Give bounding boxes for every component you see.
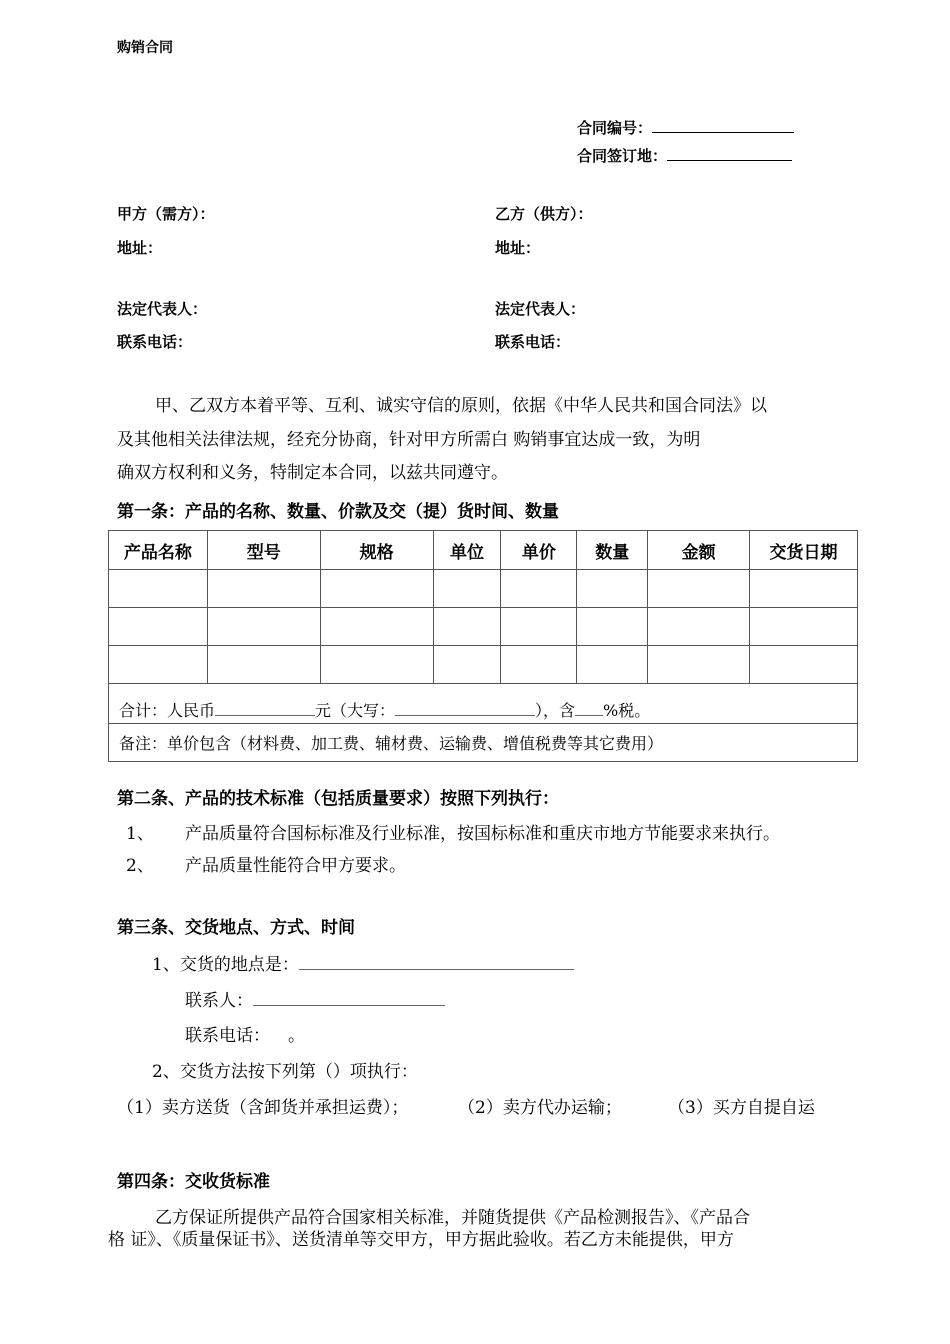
col-header-unit: 单位 — [433, 531, 501, 570]
table-cell[interactable] — [320, 570, 433, 608]
table-cell[interactable] — [433, 570, 501, 608]
table-cell[interactable] — [648, 570, 750, 608]
party-b-title: 乙方（供方）： — [495, 205, 593, 223]
table-cell[interactable] — [207, 570, 320, 608]
table-cell[interactable] — [750, 608, 858, 646]
table-cell[interactable] — [750, 646, 858, 684]
col-header-amount: 金额 — [648, 531, 750, 570]
table-cell[interactable] — [320, 646, 433, 684]
table-cell[interactable] — [501, 608, 577, 646]
col-header-unit-price: 单价 — [501, 531, 577, 570]
table-cell[interactable] — [433, 646, 501, 684]
preamble-line-1: 甲、乙双方本着平等、互利、诚实守信的原则，依据《中华人民共和国合同法》以 — [155, 396, 767, 416]
contract-place-blank[interactable] — [667, 146, 792, 161]
delivery-method-label: 2、交货方法按下列第（）项执行： — [152, 1062, 418, 1082]
article-2-heading: 第二条、产品的技术标准（包括质量要求）按照下列执行： — [117, 789, 559, 809]
table-cell[interactable] — [648, 608, 750, 646]
party-b-address: 地址： — [495, 239, 541, 257]
article-2-item-2-number: 2、 — [126, 856, 154, 876]
delivery-phone-row — [185, 1021, 305, 1046]
article-2-item-1-text: 产品质量符合国标标准及行业标准，按国标标准和重庆市地方节能要求来执行。 — [185, 824, 780, 844]
table-row — [109, 570, 858, 608]
delivery-option-3: （3）买方自提自运 — [668, 1098, 815, 1118]
col-header-quantity: 数量 — [577, 531, 648, 570]
table-row — [109, 608, 858, 646]
table-cell[interactable] — [207, 646, 320, 684]
delivery-contact-blank[interactable] — [253, 991, 445, 1006]
delivery-place-label: 1、交货的地点是： — [152, 955, 299, 975]
table-cell[interactable] — [577, 646, 648, 684]
total-uppercase-blank[interactable] — [395, 701, 535, 716]
col-header-product-name: 产品名称 — [109, 531, 208, 570]
col-header-spec: 规格 — [320, 531, 433, 570]
table-cell[interactable] — [207, 608, 320, 646]
delivery-place-row — [152, 950, 574, 975]
party-a-representative: 法定代表人： — [117, 300, 208, 318]
table-cell[interactable] — [109, 570, 208, 608]
table-cell[interactable] — [433, 608, 501, 646]
delivery-place-blank[interactable] — [299, 955, 574, 970]
contract-number-label: 合同编号： — [577, 119, 653, 137]
table-cell[interactable] — [109, 608, 208, 646]
table-cell[interactable] — [109, 646, 208, 684]
table-cell[interactable] — [577, 608, 648, 646]
total-amount-blank[interactable] — [215, 701, 315, 716]
party-a-title: 甲方（需方）： — [117, 205, 215, 223]
document-header-title: 购销合同 — [117, 40, 173, 56]
table-note-row — [109, 724, 858, 762]
contract-number-row — [577, 117, 794, 138]
tax-label: %税。 — [603, 701, 651, 720]
tax-rate-blank[interactable] — [575, 701, 603, 716]
table-cell[interactable] — [501, 646, 577, 684]
col-header-delivery-date: 交货日期 — [750, 531, 858, 570]
article-4-line-2: 格 证》、《质量保证书》、送货清单等交甲方，甲方据此验收。若乙方未能提供，甲方 — [108, 1230, 734, 1250]
table-cell[interactable] — [501, 570, 577, 608]
article-4-line-1: 乙方保证所提供产品符合国家相关标准，并随货提供《产品检测报告》、《产品合 — [155, 1208, 750, 1228]
article-4-heading: 第四条：交收货标准 — [117, 1172, 270, 1192]
party-a-phone: 联系电话： — [117, 333, 193, 351]
delivery-phone-label: 联系电话： — [185, 1026, 270, 1046]
table-row — [109, 646, 858, 684]
table-cell[interactable] — [577, 570, 648, 608]
total-yuan-label: 元（大写： — [315, 701, 396, 720]
delivery-contact-row — [185, 986, 445, 1011]
col-header-model: 型号 — [207, 531, 320, 570]
delivery-phone-dot: 。 — [288, 1026, 305, 1046]
party-b-representative: 法定代表人： — [495, 300, 586, 318]
delivery-contact-label: 联系人： — [185, 991, 253, 1011]
article-2-item-2-text: 产品质量性能符合甲方要求。 — [185, 856, 406, 876]
product-table — [108, 530, 858, 762]
article-1-heading: 第一条：产品的名称、数量、价款及交（提）货时间、数量 — [117, 502, 559, 522]
table-total-cell — [109, 684, 858, 724]
table-cell[interactable] — [750, 570, 858, 608]
table-cell[interactable] — [320, 608, 433, 646]
table-note-cell: 备注：单价包含（材料费、加工费、辅材费、运输费、增值税费等其它费用） — [109, 724, 858, 762]
delivery-option-1: （1）卖方送货（含卸货并承担运费）； — [117, 1098, 409, 1118]
preamble-line-2: 及其他相关法律法规，经充分协商，针对甲方所需白 购销事宜达成一致，为明 — [117, 430, 701, 450]
party-a-address: 地址： — [117, 239, 163, 257]
total-close-label: ），含 — [535, 701, 576, 720]
article-2-item-1-number: 1、 — [126, 824, 154, 844]
contract-number-blank[interactable] — [652, 118, 794, 133]
contract-place-row — [577, 145, 792, 166]
delivery-option-2: （2）卖方代办运输； — [458, 1098, 622, 1118]
total-prefix: 合计：人民币 — [119, 701, 216, 720]
table-total-row — [109, 684, 858, 724]
table-header-row — [109, 531, 858, 570]
party-b-phone: 联系电话： — [495, 333, 571, 351]
article-3-heading: 第三条、交货地点、方式、时间 — [117, 918, 355, 938]
contract-place-label: 合同签订地： — [577, 147, 668, 165]
preamble-line-3: 确双方权利和义务，特制定本合同，以兹共同遵守。 — [117, 463, 508, 483]
table-cell[interactable] — [648, 646, 750, 684]
